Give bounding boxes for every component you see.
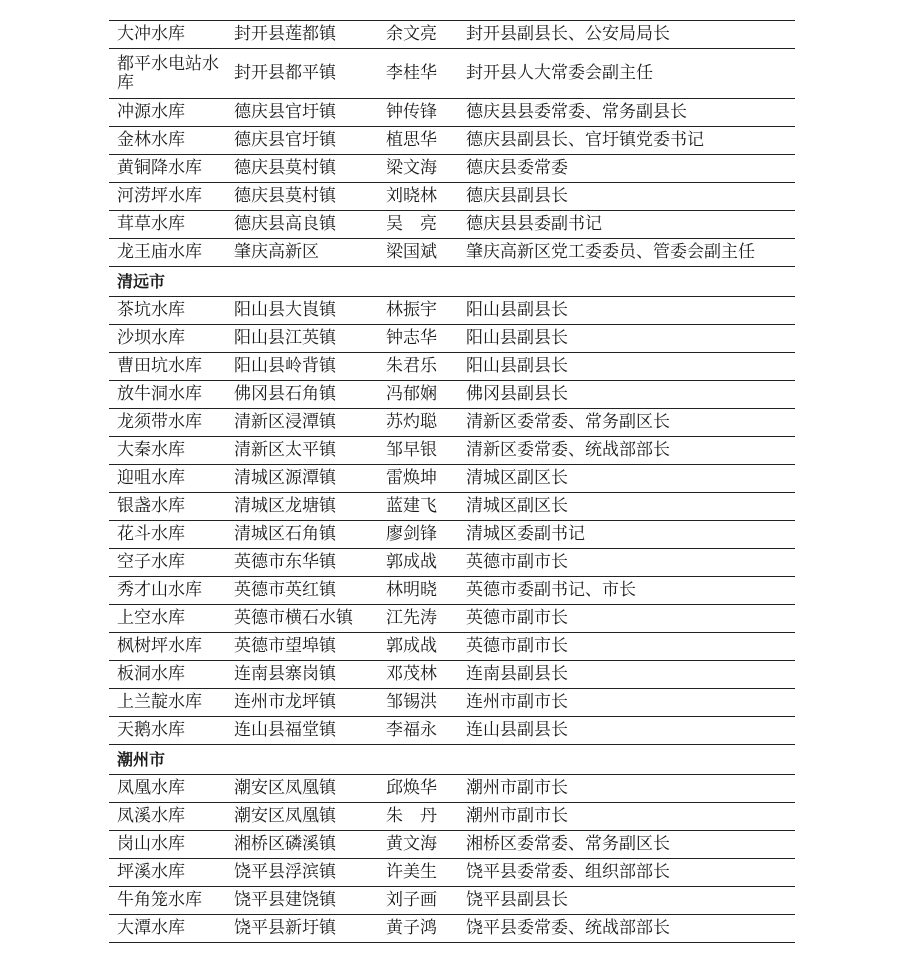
table-row	[109, 49, 795, 99]
reservoir-name-cell: 空子水库	[117, 552, 185, 572]
reservoir-name-cell: 茶坑水库	[117, 300, 185, 320]
reservoir-name-cell: 坪溪水库	[117, 862, 185, 882]
responsible-person-cell: 钟传锋	[386, 102, 437, 122]
position-title-cell: 阳山县副县长	[466, 300, 568, 320]
reservoir-name-cell: 黄铜降水库	[117, 158, 202, 178]
section-title: 清远市	[117, 272, 166, 291]
responsible-person-cell: 蓝建飞	[386, 496, 437, 516]
location-cell: 湘桥区磷溪镇	[234, 834, 336, 854]
responsible-person-cell: 郭成战	[386, 552, 437, 572]
position-title-cell: 饶平县委常委、统战部部长	[466, 918, 670, 938]
reservoir-name-cell: 茸草水库	[117, 214, 185, 234]
table-row	[109, 717, 795, 745]
section-title: 潮州市	[117, 750, 166, 769]
responsible-person-cell: 林振宇	[386, 300, 437, 320]
table-row	[109, 493, 795, 521]
location-cell: 清城区源潭镇	[234, 468, 336, 488]
responsible-person-cell: 邹锡洪	[386, 692, 437, 712]
table-row	[109, 859, 795, 887]
location-cell: 佛冈县石角镇	[234, 384, 336, 404]
reservoir-name-cell: 河涝坪水库	[117, 186, 202, 206]
table-row	[109, 803, 795, 831]
position-title-cell: 德庆县县委副书记	[466, 214, 602, 234]
location-cell: 肇庆高新区	[234, 242, 319, 262]
location-cell: 英德市望埠镇	[234, 636, 336, 656]
responsible-person-cell: 邱焕华	[386, 778, 437, 798]
position-title-cell: 饶平县副县长	[466, 890, 568, 910]
responsible-person-cell: 黄文海	[386, 834, 437, 854]
responsible-person-cell: 林明晓	[386, 580, 437, 600]
section-header-row	[109, 745, 795, 775]
reservoir-name-cell: 大冲水库	[117, 24, 185, 44]
table-row	[109, 211, 795, 239]
position-title-cell: 连南县副县长	[466, 664, 568, 684]
responsible-person-cell: 吴 亮	[386, 214, 437, 234]
table-row	[109, 297, 795, 325]
location-cell: 饶平县建饶镇	[234, 890, 336, 910]
reservoir-name-cell: 银盏水库	[117, 496, 185, 516]
location-cell: 封开县莲都镇	[234, 24, 336, 44]
reservoir-name-cell: 龙须带水库	[117, 412, 202, 432]
location-cell: 清新区浸潭镇	[234, 412, 336, 432]
reservoir-name-cell: 岗山水库	[117, 834, 185, 854]
table-row	[109, 577, 795, 605]
position-title-cell: 清城区副区长	[466, 468, 568, 488]
reservoir-name-cell: 凤溪水库	[117, 806, 185, 826]
location-cell: 连南县寨岗镇	[234, 664, 336, 684]
position-title-cell: 肇庆高新区党工委委员、管委会副主任	[466, 242, 755, 262]
location-cell: 饶平县新圩镇	[234, 918, 336, 938]
responsible-person-cell: 黄子鸿	[386, 918, 437, 938]
reservoir-name-cell: 板洞水库	[117, 664, 185, 684]
reservoir-name-cell: 迎咀水库	[117, 468, 185, 488]
position-title-cell: 英德市副市长	[466, 608, 568, 628]
position-title-cell: 封开县人大常委会副主任	[466, 63, 653, 83]
location-cell: 阳山县岭背镇	[234, 356, 336, 376]
table-row	[109, 915, 795, 943]
reservoir-name-cell: 凤凰水库	[117, 778, 185, 798]
table-row	[109, 155, 795, 183]
table-row	[109, 521, 795, 549]
location-cell: 阳山县江英镇	[234, 328, 336, 348]
table-row	[109, 887, 795, 915]
location-cell: 潮安区凤凰镇	[234, 778, 336, 798]
table-row	[109, 661, 795, 689]
position-title-cell: 德庆县委常委	[466, 158, 568, 178]
position-title-cell: 佛冈县副县长	[466, 384, 568, 404]
location-cell: 清城区龙塘镇	[234, 496, 336, 516]
responsible-person-cell: 郭成战	[386, 636, 437, 656]
reservoir-name-cell: 枫树坪水库	[117, 636, 202, 656]
responsible-person-cell: 梁国斌	[386, 242, 437, 262]
position-title-cell: 德庆县副县长	[466, 186, 568, 206]
position-title-cell: 封开县副县长、公安局局长	[466, 24, 670, 44]
table-row	[109, 127, 795, 155]
reservoir-name-cell: 金林水库	[117, 130, 185, 150]
responsible-person-cell: 冯郁娴	[386, 384, 437, 404]
location-cell: 阳山县大崀镇	[234, 300, 336, 320]
location-cell: 封开县都平镇	[234, 63, 336, 83]
table-row	[109, 409, 795, 437]
reservoir-name-cell: 沙坝水库	[117, 328, 185, 348]
reservoir-name-cell: 大潭水库	[117, 918, 185, 938]
reservoir-name-cell: 上空水库	[117, 608, 185, 628]
reservoir-name-cell: 上兰靛水库	[117, 692, 202, 712]
location-cell: 连山县福堂镇	[234, 720, 336, 740]
position-title-cell: 清城区委副书记	[466, 524, 585, 544]
responsible-person-cell: 邓茂林	[386, 664, 437, 684]
reservoir-name-cell: 大秦水库	[117, 440, 185, 460]
position-title-cell: 德庆县县委常委、常务副县长	[466, 102, 687, 122]
responsible-person-cell: 朱 丹	[386, 806, 437, 826]
table-row	[109, 381, 795, 409]
location-cell: 英德市英红镇	[234, 580, 336, 600]
table-row	[109, 437, 795, 465]
responsible-person-cell: 江先涛	[386, 608, 437, 628]
position-title-cell: 阳山县副县长	[466, 356, 568, 376]
table-row	[109, 353, 795, 381]
location-cell: 清新区太平镇	[234, 440, 336, 460]
position-title-cell: 湘桥区委常委、常务副区长	[466, 834, 670, 854]
table-row	[109, 21, 795, 49]
responsible-person-cell: 苏灼聪	[386, 412, 437, 432]
position-title-cell: 连州市副市长	[466, 692, 568, 712]
position-title-cell: 清城区副区长	[466, 496, 568, 516]
reservoir-name-cell: 都平水电站水库	[117, 53, 219, 93]
reservoir-name-cell: 龙王庙水库	[117, 242, 202, 262]
position-title-cell: 清新区委常委、统战部部长	[466, 440, 670, 460]
position-title-cell: 阳山县副县长	[466, 328, 568, 348]
reservoir-responsibility-table	[109, 20, 795, 943]
position-title-cell: 德庆县副县长、官圩镇党委书记	[466, 130, 704, 150]
responsible-person-cell: 许美生	[386, 862, 437, 882]
position-title-cell: 潮州市副市长	[466, 806, 568, 826]
table-row	[109, 239, 795, 267]
position-title-cell: 连山县副县长	[466, 720, 568, 740]
position-title-cell: 英德市副市长	[466, 636, 568, 656]
responsible-person-cell: 刘晓林	[386, 186, 437, 206]
location-cell: 德庆县官圩镇	[234, 102, 336, 122]
position-title-cell: 英德市副市长	[466, 552, 568, 572]
position-title-cell: 英德市委副书记、市长	[466, 580, 636, 600]
reservoir-name-cell: 牛角笼水库	[117, 890, 202, 910]
responsible-person-cell: 李桂华	[386, 63, 437, 83]
position-title-cell: 饶平县委常委、组织部部长	[466, 862, 670, 882]
responsible-person-cell: 刘子画	[386, 890, 437, 910]
location-cell: 清城区石角镇	[234, 524, 336, 544]
location-cell: 德庆县莫村镇	[234, 186, 336, 206]
section-header-row	[109, 267, 795, 297]
table-row	[109, 465, 795, 493]
location-cell: 英德市东华镇	[234, 552, 336, 572]
responsible-person-cell: 廖剑锋	[386, 524, 437, 544]
reservoir-name-cell: 天鹅水库	[117, 720, 185, 740]
position-title-cell: 潮州市副市长	[466, 778, 568, 798]
reservoir-name-cell: 曹田坑水库	[117, 356, 202, 376]
table-row	[109, 605, 795, 633]
table-row	[109, 689, 795, 717]
responsible-person-cell: 钟志华	[386, 328, 437, 348]
responsible-person-cell: 余文亮	[386, 24, 437, 44]
table-row	[109, 183, 795, 211]
responsible-person-cell: 邹早银	[386, 440, 437, 460]
responsible-person-cell: 李福永	[386, 720, 437, 740]
table-row	[109, 831, 795, 859]
location-cell: 德庆县莫村镇	[234, 158, 336, 178]
table-row	[109, 99, 795, 127]
table-row	[109, 325, 795, 353]
location-cell: 连州市龙坪镇	[234, 692, 336, 712]
location-cell: 潮安区凤凰镇	[234, 806, 336, 826]
responsible-person-cell: 朱君乐	[386, 356, 437, 376]
responsible-person-cell: 雷焕坤	[386, 468, 437, 488]
location-cell: 饶平县浮滨镇	[234, 862, 336, 882]
responsible-person-cell: 植思华	[386, 130, 437, 150]
reservoir-name-cell: 花斗水库	[117, 524, 185, 544]
location-cell: 英德市横石水镇	[234, 608, 353, 628]
responsible-person-cell: 梁文海	[386, 158, 437, 178]
reservoir-name-cell: 放牛洞水库	[117, 384, 202, 404]
location-cell: 德庆县高良镇	[234, 214, 336, 234]
reservoir-name-cell: 冲源水库	[117, 102, 185, 122]
table-row	[109, 775, 795, 803]
table-row	[109, 549, 795, 577]
reservoir-name-cell: 秀才山水库	[117, 580, 202, 600]
table-row	[109, 633, 795, 661]
location-cell: 德庆县官圩镇	[234, 130, 336, 150]
position-title-cell: 清新区委常委、常务副区长	[466, 412, 670, 432]
